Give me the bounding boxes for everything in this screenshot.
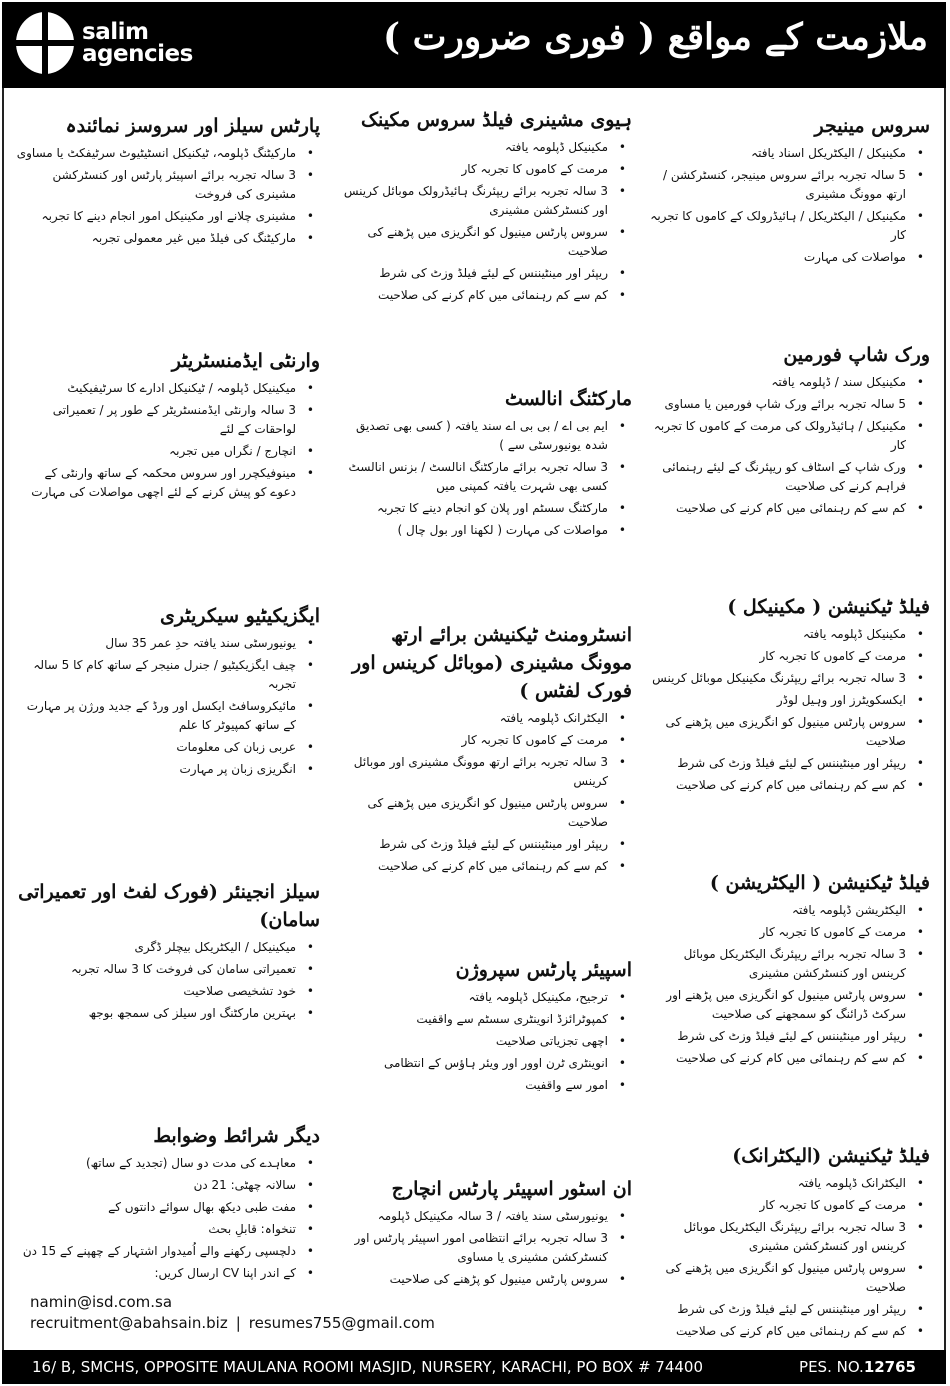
list-item: • تعمیراتی سامان کی فروخت کا 3 سالہ تجربہ [16, 960, 320, 979]
contact-emails [30, 1292, 435, 1334]
section-title: فیلڈ ٹیکنیشن ( مکینیکل ) [727, 595, 930, 618]
list-item: • کے اندر اپنا CV ارسال کریں: [16, 1264, 320, 1283]
list-item: • کم سے کم رہنمائی میں کام کرنے کی صلاحیت [648, 1322, 930, 1341]
list-item: • یونیورسٹی سند یافتہ حدِ عمر 35 سال [16, 634, 320, 653]
list-item: • انگریزی زبان پر مہارت [16, 760, 320, 779]
requirements-list [338, 709, 632, 876]
column-right [648, 112, 930, 1344]
column-left [16, 112, 320, 1286]
list-item: • اچھی تجزیاتی صلاحیت [338, 1032, 632, 1051]
list-item: • دلچسپی رکھنے والے اُمیدوار اشتہار کے چھپنے کے 15 دن [16, 1242, 320, 1261]
requirements-list [16, 379, 320, 502]
requirements-list [648, 625, 930, 795]
requirements-list [338, 988, 632, 1095]
list-item: • مائیکروسافٹ ایکسل اور ورڈ کے جدید ورژن پر مہارت کے ساتھ کمپیوٹر کا علم [16, 697, 320, 735]
job-section [338, 1175, 632, 1292]
section-title: فیلڈ ٹیکنیشن (الیکٹرانک) [732, 1145, 930, 1167]
list-item: • مکینیکل سند / ڈپلومہ یافتہ [648, 373, 930, 392]
list-item: • مرمت کے کاموں کا تجربہ کار [338, 160, 632, 179]
list-item: • مکینیکل / الیکٹریکل اسناد یافتہ [648, 144, 930, 163]
list-item: • 3 سالہ تجربہ برائے ارتھ موونگ مشینری اور موبائل کرینس [338, 753, 632, 791]
list-item: • انوینٹری ٹرن اوور اور ویئر ہاؤس کے انتظامی [338, 1054, 632, 1073]
logo-text [82, 21, 193, 65]
job-section [648, 112, 930, 270]
header-bar [2, 2, 946, 88]
requirements-list [16, 634, 320, 779]
list-item: • مرمت کے کاموں کا تجربہ کار [648, 923, 930, 942]
list-item: • مکینیکل ڈپلومہ یافتہ [648, 625, 930, 644]
section-title: وارنٹی ایڈمنسٹریٹر [171, 350, 320, 373]
list-item: • مینوفیکچرر اور سروس محکمہ کے ساتھ وارنٹی کے دعوے کو پیش کرنے کے لئے اچھی مواصلات کی مہارت [16, 464, 320, 502]
requirements-list [648, 901, 930, 1068]
list-item: • ریپئر اور مینٹیننس کے لیئے فیلڈ وزٹ کی شرط [338, 835, 632, 854]
list-item: • مرمت کے کاموں کا تجربہ کار [648, 647, 930, 666]
list-item: • 3 سالہ تجربہ برائے ریپئرنگ الیکٹریکل موبائل کرینس اور کنسٹرکشن مشینری [648, 945, 930, 983]
list-item: • سروس پارٹس مینیول کو انگریزی میں پڑھنے اور سرکٹ ڈرائنگ کو سمجھنے کی صلاحیت [648, 986, 930, 1024]
list-item: • 5 سالہ تجربہ برائے سروس مینیجر، کنسٹرکشن / ارتھ موونگ مشینری [648, 166, 930, 204]
logo-mark-icon [16, 12, 74, 74]
list-item: • مارکٹنگ سسٹم اور پلان کو انجام دینے کا تجربہ [338, 499, 632, 518]
list-item: • مواصلات کی مہارت ( لکھنا اور بول چال ) [338, 521, 632, 540]
list-item: • مفت طبی دیکھ بھال سوائے دانتوں کے [16, 1198, 320, 1217]
list-item: • 3 سالہ تجربہ برائے مارکٹنگ انالسٹ / بزنس انالسٹ کسی بھی شہرت یافتہ کمپنی میں [338, 458, 632, 496]
list-item: • مرمت کے کاموں کا تجربہ کار [338, 731, 632, 750]
list-item: • سروس پارٹس مینیول کو انگریزی میں پڑھنے کی صلاحیت [648, 1259, 930, 1297]
list-item: • کم سے کم رہنمائی میں کام کرنے کی صلاحیت [648, 776, 930, 795]
section-title: اسپیئر پارٹس سپروژن [455, 958, 632, 981]
email-gmail[interactable]: resumes755@gmail.com [248, 1314, 435, 1332]
list-item: • تنخواہ: قابلِ بحث [16, 1220, 320, 1239]
list-item: • الیکٹرانک ڈپلومہ یافتہ [648, 1174, 930, 1193]
list-item: • ریپئر اور مینٹیننس کے لیئے فیلڈ وزٹ کی شرط [648, 1027, 930, 1046]
list-item: • معاہدے کی مدت دو سال (تجدید کے ساتھ) [16, 1154, 320, 1173]
email-recruitment[interactable]: recruitment@abahsain.biz [30, 1314, 228, 1332]
list-item: • مواصلات کی مہارت [648, 248, 930, 267]
list-item: • 3 سالہ تجربہ برائے ریپئرنگ الیکٹریکل موبائل کرینس اور کنسٹرکشن مشینری [648, 1218, 930, 1256]
list-item: • عربی زبان کی معلومات [16, 738, 320, 757]
section-title: ورک شاپ فورمین [783, 344, 930, 367]
section-title: ان اسٹور اسپیئر پارٹس انچارج [391, 1178, 632, 1200]
section-title: دیگر شرائط وضوابط [153, 1125, 320, 1147]
list-item: • مشینری چلانے اور مکینیکل امور انجام دینے کا تجربہ [16, 207, 320, 226]
list-item: • مکینیکل ڈپلومہ یافتہ [338, 138, 632, 157]
job-section [338, 621, 632, 879]
requirements-list [16, 938, 320, 1023]
list-item: • مارکیٹنگ کی فیلڈ میں غیر معمولی تجربہ [16, 229, 320, 248]
list-item: • خود تشخیصی صلاحیت [16, 982, 320, 1001]
list-item: • سروس پارٹس مینیول کو انگریزی میں پڑھنے کی صلاحیت [338, 223, 632, 261]
requirements-list [648, 373, 930, 518]
section-title: فیلڈ ٹیکنیشن ( الیکٹریشن ) [709, 871, 930, 894]
list-item: • مارکیٹنگ ڈپلومہ، ٹیکنیکل انسٹیٹیوٹ سرٹیفکٹ یا مساوی [16, 144, 320, 163]
footer-address: 16/ B, SMCHS, OPPOSITE MAULANA ROOMI MASJID, NURSERY, KARACHI, PO BOX # 74400 [32, 1358, 704, 1376]
list-item: • ریپئر اور مینٹیننس کے لیئے فیلڈ وزٹ کی شرط [648, 1300, 930, 1319]
logo-line-1: salim [82, 19, 149, 45]
list-item: • انچارج / نگراں میں تجربہ [16, 442, 320, 461]
list-item: • کم سے کم رہنمائی میں کام کرنے کی صلاحیت [338, 286, 632, 305]
section-title: پارٹس سیلز اور سروسز نمائندہ [65, 115, 320, 137]
job-section [648, 1142, 930, 1344]
list-item: • کم سے کم رہنمائی میں کام کرنے کی صلاحیت [338, 857, 632, 876]
pes-value: 12765 [863, 1358, 916, 1376]
list-item: • سروس پارٹس مینیول کو انگریزی میں پڑھنے کی صلاحیت [338, 794, 632, 832]
list-item: • 3 سالہ تجربہ برائے انتظامی امور اسپیئر پارٹس اور کنسٹرکشن مشینری یا مساوی [338, 1229, 632, 1267]
job-section [338, 956, 632, 1098]
list-item: • ایم بی اے / بی بی اے سند یافتہ ( کسی بھی تصدیق شدہ یونیورسٹی سے ) [338, 417, 632, 455]
email-isd[interactable]: namin@isd.com.sa [30, 1293, 173, 1311]
section-title: سیلز انجینئر (فورک لفٹ اور تعمیراتی سامان) [18, 880, 320, 931]
section-title: ایگزیکیٹیو سیکریٹری [160, 604, 320, 627]
section-title: مارکٹنگ انالسٹ [504, 388, 632, 411]
list-item: • ورک شاپ کے اسٹاف کو ریپئرنگ کے لیئے رہنمائی فراہم کرنے کی صلاحیت [648, 458, 930, 496]
section-title: ہیوی مشینری فیلڈ سروس مکینک [361, 109, 632, 131]
list-item: • مکینیکل / ہائیڈرولک کی مرمت کے کاموں کا تجربہ کار [648, 417, 930, 455]
list-item: • 3 سالہ تجربہ برائے ریپئرنگ مکینیکل موبائل کرینس [648, 669, 930, 688]
job-section [648, 869, 930, 1071]
list-item: • ریپئر اور مینٹیننس کے لیئے فیلڈ وزٹ کی شرط [338, 264, 632, 283]
list-item: • 3 سالہ تجربہ برائے ریپئرنگ ہائیڈرولک موبائل کرینس اور کنسٹرکشن مشینری [338, 182, 632, 220]
requirements-list [648, 144, 930, 267]
column-middle [338, 106, 632, 1292]
section-title: سروس مینیجر [814, 115, 930, 137]
job-section [16, 347, 320, 505]
list-item: • مکینیکل / الیکٹریکل / ہائیڈرولک کے کاموں کا تجربہ کار [648, 207, 930, 245]
list-item: • سروس پارٹس مینیول کو پڑھنے کی صلاحیت [338, 1270, 632, 1289]
list-item: • کم سے کم رہنمائی میں کام کرنے کی صلاحیت [648, 1049, 930, 1068]
email-separator: | [235, 1314, 241, 1332]
job-section [338, 385, 632, 543]
footer-bar [2, 1350, 946, 1384]
list-item: • میکینیکل ڈپلومہ / ٹیکنیکل ادارے کا سرٹیفیکیٹ [16, 379, 320, 398]
list-item: • سالانہ چھٹی: 21 دن [16, 1176, 320, 1195]
logo-line-2: agencies [82, 41, 193, 67]
requirements-list [648, 1174, 930, 1341]
salim-agencies-logo [16, 12, 193, 74]
list-item: • یونیورسٹی سند یافتہ / 3 سالہ مکینیکل ڈپلومہ [338, 1207, 632, 1226]
pes-label: PES. NO. [799, 1358, 864, 1376]
requirements-list [338, 1207, 632, 1289]
list-item: • میکینیکل / الیکٹریکل بیچلر ڈگری [16, 938, 320, 957]
job-section [16, 602, 320, 782]
list-item: • الیکٹریشن ڈپلومہ یافتہ [648, 901, 930, 920]
list-item: • کم سے کم رہنمائی میں کام کرنے کی صلاحیت [648, 499, 930, 518]
job-section [16, 112, 320, 251]
list-item: • ریپئر اور مینٹیننس کے لیئے فیلڈ وزٹ کی شرط [648, 754, 930, 773]
job-section [16, 1122, 320, 1286]
list-item: • چیف ایگزیکیٹیو / جنرل منیجر کے ساتھ کام کا 5 سالہ تجربہ [16, 656, 320, 694]
list-item: • کمپوٹرائزڈ انوینٹری سسٹم سے واقفیت [338, 1010, 632, 1029]
job-section [338, 106, 632, 308]
list-item: • بہترین مارکٹنگ اور سیلز کی سمجھ بوجھ [16, 1004, 320, 1023]
list-item: • 5 سالہ تجربہ برائے ورک شاپ فورمین یا مساوی [648, 395, 930, 414]
requirements-list [16, 144, 320, 248]
requirements-list [338, 417, 632, 540]
requirements-list [16, 1154, 320, 1283]
list-item: • سروس پارٹس مینیول کو انگریزی میں پڑھنے کی صلاحیت [648, 713, 930, 751]
list-item: • ترجیح، مکینیکل ڈپلومہ یافتہ [338, 988, 632, 1007]
job-section [16, 878, 320, 1026]
requirements-list [338, 138, 632, 305]
list-item: • امور سے واقفیت [338, 1076, 632, 1095]
list-item: • ایکسکویٹرز اور وہیل لوڈر [648, 691, 930, 710]
page-title: ملازمت کے مواقع ( فوری ضرورت ) [383, 16, 928, 58]
list-item: • مرمت کے کاموں کا تجربہ کار [648, 1196, 930, 1215]
list-item: • 3 سالہ تجربہ برائے اسپیئر پارٹس اور کنسٹرکشن مشینری کی فروخت [16, 166, 320, 204]
section-title: انسٹرومنٹ ٹیکنیشن برائے ارتھ موونگ مشینری (موبائل کرینس اور فورک لفٹس ) [351, 623, 632, 702]
pes-number [799, 1358, 916, 1376]
list-item: • الیکٹرانک ڈپلومہ یافتہ [338, 709, 632, 728]
job-section [648, 593, 930, 798]
job-section [648, 341, 930, 521]
list-item: • 3 سالہ وارنٹی ایڈمنسٹریٹر کے طور پر / تعمیراتی لواحقات کے لئے [16, 401, 320, 439]
